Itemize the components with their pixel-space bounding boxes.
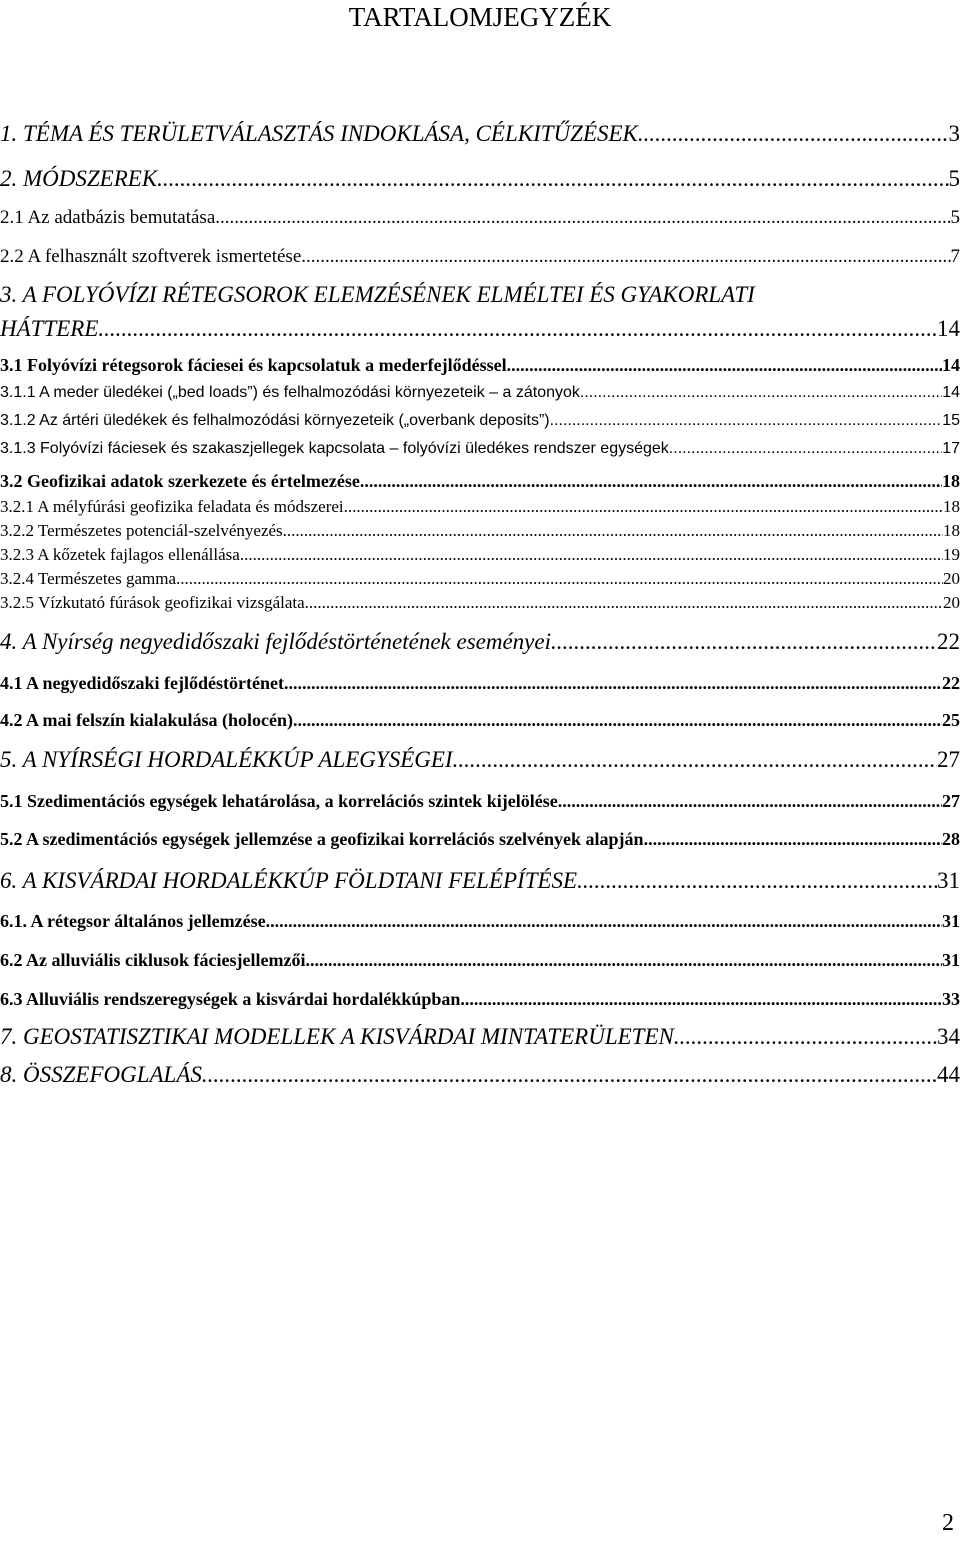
toc-entry-title: 3.2.4 Természetes gamma [0,569,176,588]
dot-leader [669,440,942,458]
page-number: 2 [942,1510,954,1536]
toc-entry[interactable] [0,950,960,971]
toc-page-number: 17 [942,440,960,457]
toc-page-number: 25 [942,710,960,730]
toc-page-number: 19 [943,545,960,564]
toc-entry[interactable] [0,673,960,694]
toc-entry[interactable] [0,246,960,268]
dot-leader [460,989,942,1010]
toc-page-number: 20 [943,569,960,588]
toc-entry-title: 5. A NYÍRSÉGI HORDALÉKKÚP ALEGYSÉGEI [0,747,453,772]
toc-page-number: 27 [937,747,960,772]
dot-leader [157,166,948,192]
toc-page-number: 14 [942,384,960,401]
toc-page-number: 20 [943,593,960,612]
toc-entry-title-continued: HÁTTERE [0,316,99,341]
toc-page-number: 3 [948,121,960,146]
toc-entry-title: 3.1 Folyóvízi rétegsorok fáciesei és kapcsolatuk a mederfejlődéssel [0,355,507,375]
toc-entry[interactable] [0,521,960,541]
toc-entry[interactable] [0,710,960,731]
toc-page-number: 31 [937,868,960,893]
dot-leader [284,673,942,694]
dot-leader [202,1062,937,1088]
dot-leader [240,545,943,565]
toc-page-number: 15 [942,412,960,429]
dot-leader [176,569,943,589]
toc-entry-title: 3.2 Geofizikai adatok szerkezete és értelmezése [0,471,360,491]
toc-entry-title: 2. MÓDSZEREK [0,166,158,191]
toc-entry-title: 3.2.2 Természetes potenciál-szelvényezés [0,521,283,540]
toc-page-number: 5 [950,207,960,228]
toc-entry-first-line[interactable] [0,282,960,308]
toc-entry[interactable] [0,545,960,565]
toc-entry[interactable] [0,166,960,192]
toc-entry[interactable] [0,1062,960,1088]
toc-page-number: 28 [942,829,960,849]
toc-entry[interactable] [0,1024,960,1050]
toc-entry-title: 3.1.1 A meder üledékei („bed loads”) és felhalmozódási környezeteik – a zátonyok [0,384,580,401]
dot-leader [558,791,942,812]
dot-leader [215,207,950,229]
dot-leader [266,911,942,932]
dot-leader [360,471,942,492]
toc-page-number: 31 [942,911,960,931]
dot-leader [98,316,937,342]
toc-entry-title: 6.1. A rétegsor általános jellemzése [0,911,266,931]
toc-page-number: 18 [943,521,960,540]
toc-entry[interactable] [0,569,960,589]
toc-entry-title: 3.2.1 A mélyfúrási geofizika feladata és módszerei [0,497,344,516]
toc-page-number: 34 [937,1024,960,1049]
toc-entry[interactable] [0,384,960,402]
toc-entry-title: 7. GEOSTATISZTIKAI MODELLEK A KISVÁRDAI MINTATERÜLETEN [0,1024,674,1049]
dot-leader [638,121,949,147]
toc-page-number: 33 [942,989,960,1009]
toc-entry[interactable] [0,412,960,430]
toc-entry[interactable] [0,829,960,850]
toc-entry[interactable] [0,868,960,894]
toc-page-number: 18 [942,471,960,491]
toc-entry-title: 5.2 A szedimentációs egységek jellemzése a geofizikai korrelációs szelvények alapján [0,829,644,849]
toc-entry-title: 3.2.5 Vízkutató fúrások geofizikai vizsgálata [0,593,305,612]
toc-page-number: 18 [943,497,960,516]
toc-entry[interactable] [0,471,960,492]
toc-page-number: 22 [942,673,960,693]
toc-entry[interactable] [0,629,960,655]
toc-entry[interactable] [0,440,960,458]
dot-leader [550,412,943,430]
toc-entry-title: 4.1 A negyedidőszaki fejlődéstörténet [0,673,284,693]
dot-leader [283,521,943,541]
dot-leader [551,629,937,655]
toc-entry[interactable] [0,911,960,932]
toc-page-number: 5 [948,166,960,191]
toc-page-number: 31 [942,950,960,970]
toc-entry-title: 6.3 Alluviális rendszeregységek a kisvárdai hordalékkúpban [0,989,461,1009]
dot-leader [580,384,942,402]
toc-entry[interactable] [0,121,960,147]
toc-entry-title: 2.1 Az adatbázis bemutatása [0,207,216,228]
dot-leader [305,950,942,971]
toc-entry[interactable] [0,989,960,1010]
toc-page-number: 27 [942,791,960,811]
dot-leader [507,355,942,376]
toc-entry-title: 6.2 Az alluviális ciklusok fáciesjellemzői [0,950,306,970]
toc-entry-title: 3. A FOLYÓVÍZI RÉTEGSOROK ELEMZÉSÉNEK ELMÉLTEI ÉS GYAKORLATI [0,282,755,307]
page-title: TARTALOMJEGYZÉK [348,2,612,32]
toc-page-number: 22 [937,629,960,654]
toc-entry-title: 2.2 A felhasznált szoftverek ismertetése [0,246,302,267]
toc-entry[interactable] [0,497,960,517]
toc-entry[interactable] [0,207,960,229]
dot-leader [453,747,937,773]
dot-leader [674,1024,937,1050]
dot-leader [293,710,942,731]
toc-entry-title: 3.2.3 A kőzetek fajlagos ellenállása [0,545,240,564]
toc-page-number: 7 [950,246,960,267]
toc-entry[interactable] [0,791,960,812]
toc-entry-title: 1. TÉMA ÉS TERÜLETVÁLASZTÁS INDOKLÁSA, CÉLKITŰZÉSEK [0,121,638,146]
dot-leader [644,829,942,850]
dot-leader [305,593,943,613]
toc-entry[interactable] [0,747,960,773]
toc-entry-title: 4.2 A mai felszín kialakulása (holocén) [0,710,294,730]
toc-entry[interactable] [0,316,960,342]
toc-entry[interactable] [0,355,960,376]
toc-page-number: 14 [942,355,960,375]
toc-entry-title: 8. ÖSSZEFOGLALÁS [0,1062,202,1087]
toc-entry-title: 3.1.3 Folyóvízi fáciesek és szakaszjellegek kapcsolata – folyóvízi üledékes rendszer egységek [0,440,669,457]
toc-entry-title: 5.1 Szedimentációs egységek lehatárolása, a korrelációs szintek kijelölése [0,791,558,811]
dot-leader [344,497,943,517]
toc-entry-title: 3.1.2 Az ártéri üledékek és felhalmozódási környezeteik („overbank deposits”) [0,412,550,429]
toc-page-number: 44 [937,1062,960,1087]
dot-leader [577,868,937,894]
toc-entry-title: 4. A Nyírség negyedidőszaki fejlődéstörténetének eseményei [0,629,551,654]
toc-page-number: 14 [937,316,960,341]
toc-entry-title: 6. A KISVÁRDAI HORDALÉKKÚP FÖLDTANI FELÉPÍTÉSE [0,868,578,893]
dot-leader [301,246,950,268]
toc-entry[interactable] [0,593,960,613]
